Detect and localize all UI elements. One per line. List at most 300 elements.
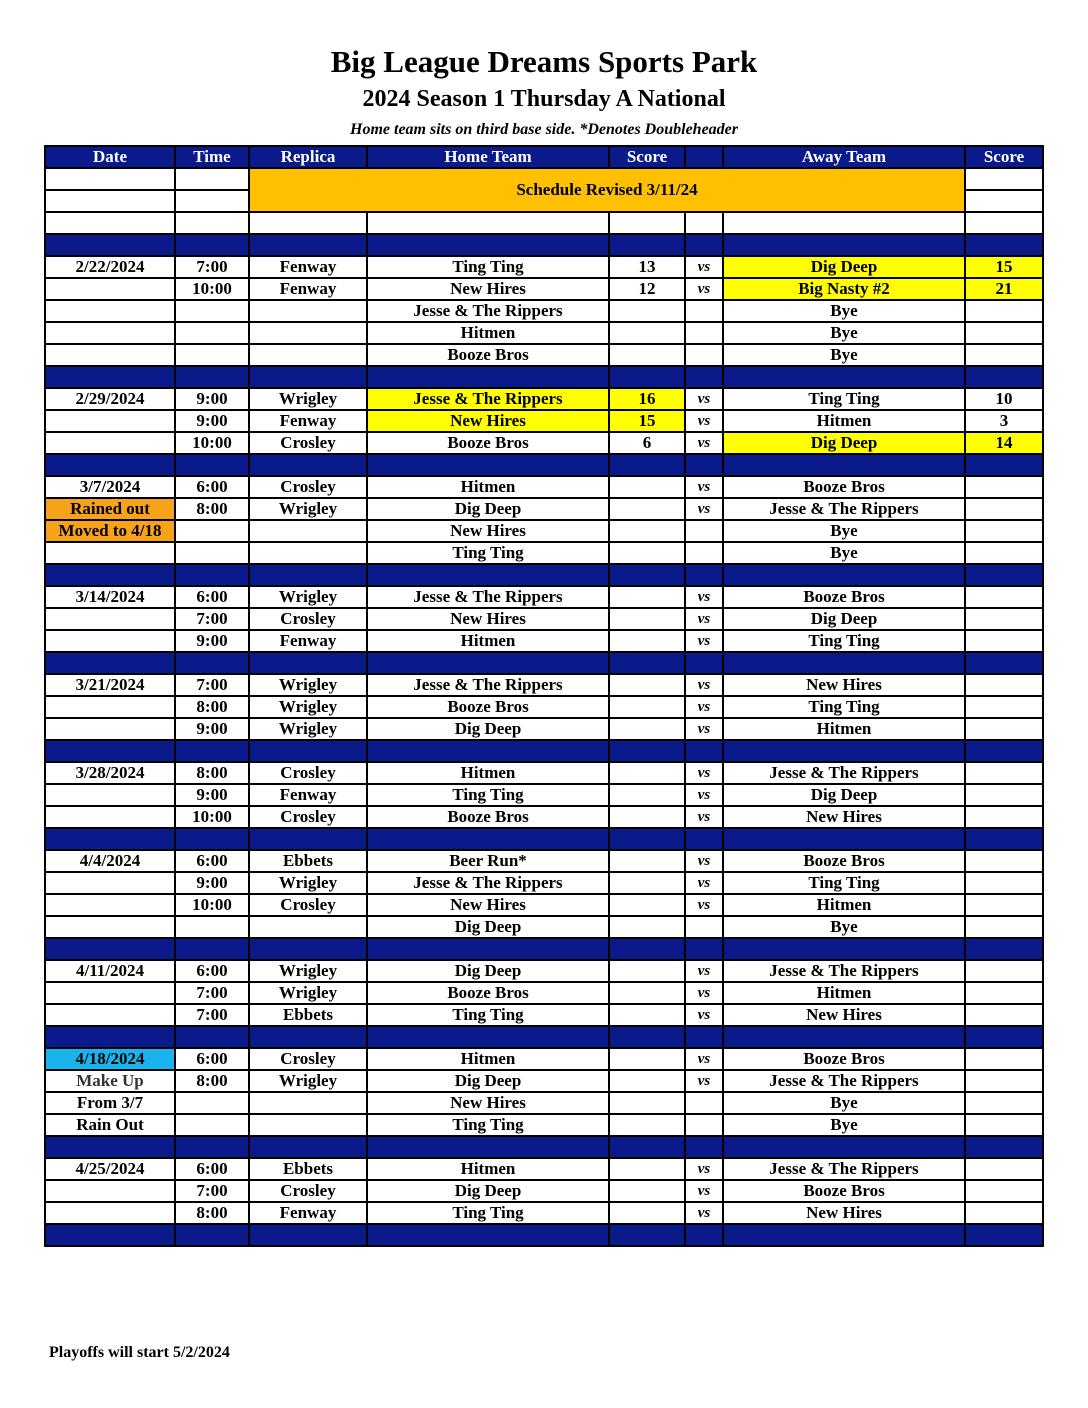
game-date: [45, 608, 175, 630]
home-team: Dig Deep: [367, 916, 609, 938]
week-separator: [45, 652, 1043, 674]
vs-label: vs: [685, 278, 723, 300]
game-time: 10:00: [175, 278, 249, 300]
home-team: Hitmen: [367, 762, 609, 784]
revised-notice: Schedule Revised 3/11/24: [249, 168, 965, 212]
game-row: [45, 344, 1043, 366]
away-team: Booze Bros: [723, 1180, 965, 1202]
game-row: [45, 850, 1043, 872]
vs-label: vs: [685, 872, 723, 894]
vs-label: vs: [685, 806, 723, 828]
game-field: Fenway: [249, 278, 367, 300]
home-team: Hitmen: [367, 1158, 609, 1180]
home-score: [609, 322, 685, 344]
game-row: [45, 696, 1043, 718]
page-title: Big League Dreams Sports Park: [330, 44, 758, 79]
game-row: [45, 784, 1043, 806]
home-score: [609, 520, 685, 542]
game-row: [45, 476, 1043, 498]
game-time: 6:00: [175, 586, 249, 608]
game-row: [45, 718, 1043, 740]
home-score: [609, 850, 685, 872]
away-team: New Hires: [723, 1004, 965, 1026]
game-row: [45, 894, 1043, 916]
game-field: Wrigley: [249, 960, 367, 982]
home-team: Ting Ting: [367, 256, 609, 278]
game-row: [45, 278, 1043, 300]
away-score: [965, 674, 1043, 696]
home-score: [609, 1158, 685, 1180]
away-team: Jesse & The Rippers: [723, 498, 965, 520]
away-score: [965, 1048, 1043, 1070]
game-date: [45, 542, 175, 564]
week-separator: [45, 454, 1043, 476]
game-field: Fenway: [249, 784, 367, 806]
home-team: Booze Bros: [367, 982, 609, 1004]
home-score: [609, 300, 685, 322]
vs-label: [685, 1114, 723, 1136]
home-score: [609, 718, 685, 740]
away-score: [965, 1180, 1043, 1202]
away-team: Dig Deep: [723, 256, 965, 278]
game-row: [45, 806, 1043, 828]
vs-label: vs: [685, 1158, 723, 1180]
game-date: [45, 410, 175, 432]
away-score: [965, 784, 1043, 806]
game-date: Moved to 4/18: [45, 520, 175, 542]
vs-label: vs: [685, 696, 723, 718]
away-score: [965, 982, 1043, 1004]
away-team: Jesse & The Rippers: [723, 1070, 965, 1092]
game-field: Crosley: [249, 806, 367, 828]
game-field: Wrigley: [249, 982, 367, 1004]
game-time: 7:00: [175, 982, 249, 1004]
game-field: Ebbets: [249, 1158, 367, 1180]
game-field: Wrigley: [249, 388, 367, 410]
away-score: [965, 1202, 1043, 1224]
home-score: 12: [609, 278, 685, 300]
vs-label: vs: [685, 718, 723, 740]
vs-label: vs: [685, 982, 723, 1004]
away-score: [965, 894, 1043, 916]
col-home-score: Score: [609, 146, 685, 168]
game-field: [249, 542, 367, 564]
game-time: 7:00: [175, 1180, 249, 1202]
away-score: [965, 762, 1043, 784]
home-team: Jesse & The Rippers: [367, 586, 609, 608]
home-score: [609, 1114, 685, 1136]
vs-label: vs: [685, 1202, 723, 1224]
game-field: Fenway: [249, 630, 367, 652]
away-score: [965, 916, 1043, 938]
week-separator: [45, 938, 1043, 960]
game-field: Crosley: [249, 762, 367, 784]
vs-label: vs: [685, 476, 723, 498]
away-team: Booze Bros: [723, 476, 965, 498]
home-score: 13: [609, 256, 685, 278]
game-date: From 3/7: [45, 1092, 175, 1114]
game-field: Crosley: [249, 1180, 367, 1202]
game-time: 10:00: [175, 894, 249, 916]
game-date: [45, 982, 175, 1004]
game-field: [249, 322, 367, 344]
home-team: Hitmen: [367, 476, 609, 498]
vs-label: [685, 300, 723, 322]
home-score: [609, 806, 685, 828]
game-row: [45, 322, 1043, 344]
home-team: Dig Deep: [367, 1180, 609, 1202]
game-date: 3/7/2024: [45, 476, 175, 498]
game-row: [45, 1092, 1043, 1114]
game-time: 8:00: [175, 1070, 249, 1092]
game-time: 6:00: [175, 476, 249, 498]
away-team: Booze Bros: [723, 586, 965, 608]
home-team: Beer Run*: [367, 850, 609, 872]
game-time: 6:00: [175, 1158, 249, 1180]
vs-label: vs: [685, 256, 723, 278]
home-score: 6: [609, 432, 685, 454]
game-time: 9:00: [175, 388, 249, 410]
game-time: [175, 542, 249, 564]
home-score: [609, 498, 685, 520]
game-field: Crosley: [249, 476, 367, 498]
home-score: 16: [609, 388, 685, 410]
game-field: [249, 916, 367, 938]
game-row: [45, 1048, 1043, 1070]
vs-label: [685, 520, 723, 542]
home-team: Ting Ting: [367, 1004, 609, 1026]
vs-label: vs: [685, 432, 723, 454]
home-team: Booze Bros: [367, 432, 609, 454]
away-score: 10: [965, 388, 1043, 410]
away-score: [965, 630, 1043, 652]
home-score: [609, 1202, 685, 1224]
game-date: 2/29/2024: [45, 388, 175, 410]
vs-label: vs: [685, 960, 723, 982]
game-time: 8:00: [175, 762, 249, 784]
week-separator: [45, 740, 1043, 762]
week-separator: [45, 564, 1043, 586]
home-score: [609, 344, 685, 366]
home-team: Dig Deep: [367, 718, 609, 740]
game-row: [45, 916, 1043, 938]
game-date: [45, 1202, 175, 1224]
game-row: [45, 1202, 1043, 1224]
game-date: [45, 300, 175, 322]
schedule-note: Home team sits on third base side. *Denotes Doubleheader: [350, 121, 738, 138]
game-date: 4/18/2024: [45, 1048, 175, 1070]
game-field: [249, 520, 367, 542]
game-time: 7:00: [175, 256, 249, 278]
vs-label: vs: [685, 586, 723, 608]
away-score: [965, 850, 1043, 872]
game-field: Wrigley: [249, 674, 367, 696]
away-team: Bye: [723, 542, 965, 564]
game-time: 8:00: [175, 696, 249, 718]
vs-label: vs: [685, 674, 723, 696]
vs-label: vs: [685, 498, 723, 520]
game-field: Wrigley: [249, 586, 367, 608]
away-team: Dig Deep: [723, 784, 965, 806]
game-date: [45, 322, 175, 344]
away-score: [965, 718, 1043, 740]
game-date: 4/11/2024: [45, 960, 175, 982]
col-away-team: Away Team: [723, 146, 965, 168]
game-field: Crosley: [249, 432, 367, 454]
game-field: Wrigley: [249, 872, 367, 894]
game-row: [45, 542, 1043, 564]
away-team: New Hires: [723, 806, 965, 828]
home-team: New Hires: [367, 608, 609, 630]
away-team: Hitmen: [723, 894, 965, 916]
home-team: Hitmen: [367, 630, 609, 652]
game-field: Fenway: [249, 410, 367, 432]
week-separator: [45, 828, 1043, 850]
away-score: [965, 1004, 1043, 1026]
away-score: [965, 1114, 1043, 1136]
col-time: Time: [175, 146, 249, 168]
game-row: [45, 520, 1043, 542]
home-team: Ting Ting: [367, 1114, 609, 1136]
away-score: [965, 806, 1043, 828]
game-time: 8:00: [175, 1202, 249, 1224]
away-score: 3: [965, 410, 1043, 432]
game-time: 9:00: [175, 872, 249, 894]
game-field: Ebbets: [249, 850, 367, 872]
game-field: Crosley: [249, 1048, 367, 1070]
vs-label: [685, 542, 723, 564]
home-team: Ting Ting: [367, 542, 609, 564]
game-row: [45, 1180, 1043, 1202]
away-team: New Hires: [723, 674, 965, 696]
week-separator: [45, 1026, 1043, 1048]
away-score: [965, 300, 1043, 322]
game-time: 7:00: [175, 674, 249, 696]
away-team: Dig Deep: [723, 432, 965, 454]
home-team: Booze Bros: [367, 696, 609, 718]
away-score: 14: [965, 432, 1043, 454]
vs-label: vs: [685, 784, 723, 806]
game-date: [45, 1004, 175, 1026]
game-time: 8:00: [175, 498, 249, 520]
vs-label: vs: [685, 1070, 723, 1092]
home-team: Jesse & The Rippers: [367, 300, 609, 322]
game-date: [45, 916, 175, 938]
away-team: Bye: [723, 520, 965, 542]
game-date: [45, 784, 175, 806]
game-time: 6:00: [175, 960, 249, 982]
col-away-score: Score: [965, 146, 1043, 168]
home-team: Jesse & The Rippers: [367, 388, 609, 410]
home-team: New Hires: [367, 278, 609, 300]
game-date: Rain Out: [45, 1114, 175, 1136]
home-score: [609, 1004, 685, 1026]
away-team: Hitmen: [723, 982, 965, 1004]
game-time: [175, 1114, 249, 1136]
away-team: Bye: [723, 1092, 965, 1114]
away-team: Ting Ting: [723, 696, 965, 718]
game-row: [45, 1070, 1043, 1092]
game-field: Crosley: [249, 894, 367, 916]
away-team: Jesse & The Rippers: [723, 960, 965, 982]
home-score: [609, 960, 685, 982]
game-date: Make Up: [45, 1070, 175, 1092]
vs-label: vs: [685, 894, 723, 916]
game-date: [45, 894, 175, 916]
away-score: [965, 960, 1043, 982]
game-time: 9:00: [175, 630, 249, 652]
home-score: [609, 542, 685, 564]
game-date: 2/22/2024: [45, 256, 175, 278]
blank-row: [45, 168, 1043, 190]
game-time: [175, 1092, 249, 1114]
home-team: Dig Deep: [367, 1070, 609, 1092]
page-subtitle: 2024 Season 1 Thursday A National: [362, 86, 726, 112]
game-date: 3/28/2024: [45, 762, 175, 784]
away-score: [965, 498, 1043, 520]
col-home-team: Home Team: [367, 146, 609, 168]
week-separator: [45, 366, 1043, 388]
game-date: [45, 344, 175, 366]
home-score: 15: [609, 410, 685, 432]
week-separator: [45, 234, 1043, 256]
game-row: [45, 1004, 1043, 1026]
home-team: Dig Deep: [367, 960, 609, 982]
game-time: 7:00: [175, 608, 249, 630]
vs-label: vs: [685, 608, 723, 630]
away-team: Hitmen: [723, 718, 965, 740]
away-team: Big Nasty #2: [723, 278, 965, 300]
away-score: 21: [965, 278, 1043, 300]
game-row: [45, 388, 1043, 410]
game-date: 3/14/2024: [45, 586, 175, 608]
away-team: Bye: [723, 916, 965, 938]
schedule-table: [44, 145, 1044, 1247]
game-field: Wrigley: [249, 1070, 367, 1092]
game-row: [45, 1158, 1043, 1180]
game-row: [45, 498, 1043, 520]
game-row: [45, 674, 1043, 696]
game-date: [45, 806, 175, 828]
away-team: Bye: [723, 322, 965, 344]
away-team: Ting Ting: [723, 388, 965, 410]
vs-label: [685, 322, 723, 344]
away-team: Hitmen: [723, 410, 965, 432]
game-date: [45, 872, 175, 894]
away-team: Bye: [723, 344, 965, 366]
col-vs: [685, 146, 723, 168]
game-field: Wrigley: [249, 498, 367, 520]
game-time: 9:00: [175, 784, 249, 806]
home-score: [609, 916, 685, 938]
home-team: Ting Ting: [367, 784, 609, 806]
game-field: [249, 344, 367, 366]
game-date: [45, 278, 175, 300]
game-field: [249, 1092, 367, 1114]
away-team: Ting Ting: [723, 872, 965, 894]
game-row: [45, 608, 1043, 630]
home-team: Jesse & The Rippers: [367, 674, 609, 696]
week-separator: [45, 1224, 1043, 1246]
game-row: [45, 1114, 1043, 1136]
game-time: [175, 300, 249, 322]
home-team: New Hires: [367, 894, 609, 916]
game-field: [249, 300, 367, 322]
away-team: Jesse & The Rippers: [723, 1158, 965, 1180]
away-team: New Hires: [723, 1202, 965, 1224]
game-time: 7:00: [175, 1004, 249, 1026]
home-team: Hitmen: [367, 1048, 609, 1070]
away-score: [965, 586, 1043, 608]
away-score: [965, 542, 1043, 564]
col-date: Date: [45, 146, 175, 168]
home-team: Booze Bros: [367, 806, 609, 828]
home-score: [609, 608, 685, 630]
vs-label: vs: [685, 1048, 723, 1070]
away-score: [965, 1070, 1043, 1092]
game-date: 4/4/2024: [45, 850, 175, 872]
game-time: [175, 322, 249, 344]
vs-label: vs: [685, 410, 723, 432]
game-field: [249, 1114, 367, 1136]
home-score: [609, 1092, 685, 1114]
game-time: [175, 916, 249, 938]
home-score: [609, 586, 685, 608]
home-team: New Hires: [367, 520, 609, 542]
game-field: Wrigley: [249, 696, 367, 718]
game-date: [45, 1180, 175, 1202]
game-row: [45, 762, 1043, 784]
vs-label: [685, 916, 723, 938]
week-separator: [45, 1136, 1043, 1158]
game-row: [45, 982, 1043, 1004]
away-score: [965, 1092, 1043, 1114]
vs-label: vs: [685, 388, 723, 410]
game-row: [45, 960, 1043, 982]
game-time: [175, 344, 249, 366]
home-team: Booze Bros: [367, 344, 609, 366]
home-score: [609, 872, 685, 894]
blank-row: [45, 212, 1043, 234]
away-team: Ting Ting: [723, 630, 965, 652]
vs-label: vs: [685, 850, 723, 872]
game-row: [45, 300, 1043, 322]
game-row: [45, 432, 1043, 454]
home-score: [609, 696, 685, 718]
vs-label: vs: [685, 762, 723, 784]
vs-label: vs: [685, 1004, 723, 1026]
game-time: 9:00: [175, 410, 249, 432]
game-date: [45, 432, 175, 454]
game-time: 9:00: [175, 718, 249, 740]
game-time: 10:00: [175, 806, 249, 828]
away-score: [965, 608, 1043, 630]
game-row: [45, 630, 1043, 652]
game-date: 4/25/2024: [45, 1158, 175, 1180]
game-time: 10:00: [175, 432, 249, 454]
header-row: [45, 146, 1043, 168]
home-score: [609, 762, 685, 784]
game-row: [45, 872, 1043, 894]
home-score: [609, 1180, 685, 1202]
vs-label: vs: [685, 1180, 723, 1202]
game-date: [45, 630, 175, 652]
playoffs-note: Playoffs will start 5/2/2024: [49, 1344, 230, 1361]
vs-label: vs: [685, 630, 723, 652]
vs-label: [685, 1092, 723, 1114]
away-score: [965, 1158, 1043, 1180]
away-team: Booze Bros: [723, 1048, 965, 1070]
